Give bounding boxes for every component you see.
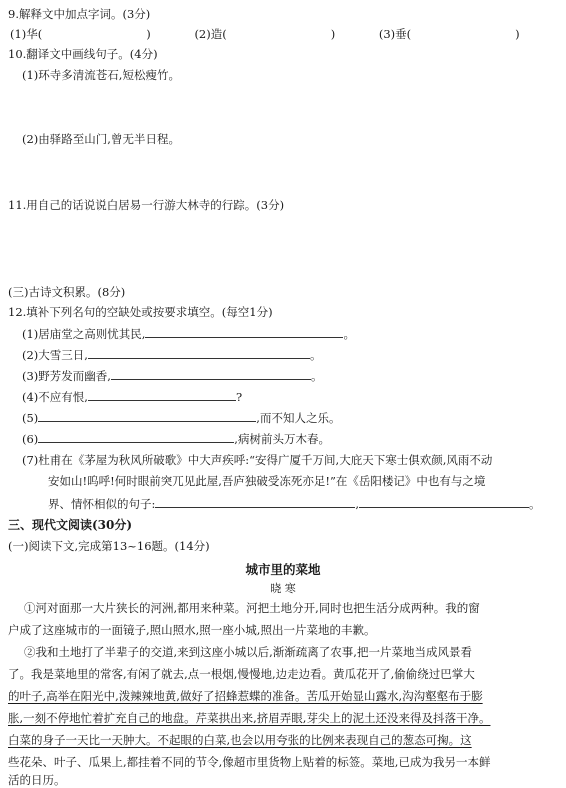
q12-item-3: (3)野芳发而幽香, 。 xyxy=(22,369,323,383)
paragraph-2-line-1: ②我和土地打了半辈子的交道,来到这座小城以后,渐渐疏离了农事,把一片菜地当成风景看 xyxy=(24,645,472,659)
section3-title: 三、现代文阅读(30分) xyxy=(8,518,133,532)
q9-title: 9.解释文中加点字词。(3分) xyxy=(8,7,151,21)
paragraph-2-line-4: 胀,一刻不停地忙着扩充自己的地盘。芹菜拱出来,挤眉弄眼,芽尖上的泥土还没来得及抖落干净。 xyxy=(8,711,491,725)
paragraph-1-line-2: 户成了这座城市的一面镜子,照山照水,照一座小城,照出一片菜地的丰歉。 xyxy=(8,623,376,637)
q12-item-1: (1)居庙堂之高则忧其民, 。 xyxy=(22,327,355,341)
article-title: 城市里的菜地 xyxy=(245,562,321,577)
q10-sentence-2: (2)由驿路至山门,曾无半日程。 xyxy=(22,132,180,146)
answer-blank[interactable] xyxy=(359,495,529,508)
answer-blank[interactable] xyxy=(145,325,343,338)
paragraph-2-line-6: 些花朵、叶子、瓜果上,都挂着不同的节令,像超市里货物上贴着的标签。菜地,已成为我另一本鲜 xyxy=(8,755,491,769)
q11-title: 11.用自己的话说说白居易一行游大林寺的行踪。(3分) xyxy=(8,198,285,212)
q12-item-4: (4)不应有恨, ? xyxy=(22,390,243,404)
q12-title: 12.填补下列名句的空缺处或按要求填空。(每空1分) xyxy=(8,305,273,319)
q10-title: 10.翻译文中画线句子。(4分) xyxy=(8,47,158,61)
answer-blank[interactable] xyxy=(155,495,355,508)
answer-blank[interactable] xyxy=(88,388,236,401)
answer-blank[interactable] xyxy=(38,430,234,443)
q9-item-3: (3)垂( xyxy=(378,27,412,41)
section3-subtitle: (一)阅读下文,完成第13~16题。(14分) xyxy=(8,539,210,553)
q12-item-6: (6) ,病树前头万木春。 xyxy=(22,432,330,446)
article-author: 晓 寒 xyxy=(270,582,296,595)
part3-title: (三)古诗文积累。(8分) xyxy=(8,285,126,299)
q12-item-2: (2)大雪三日, 。 xyxy=(22,348,322,362)
answer-blank[interactable] xyxy=(38,409,256,422)
paragraph-1-line-1: ①河对面那一大片狭长的河洲,都用来种菜。河把土地分开,同时也把生活分成两种。我的窗 xyxy=(24,601,480,615)
q12-item-7-line-2: 安如山!呜呼!何时眼前突兀见此屋,吾庐独破受冻死亦足!”在《岳阳楼记》中也有与之境 xyxy=(48,474,486,488)
q9-items: (1)华( ) (2)造( ) (3)垂( ) xyxy=(10,27,520,41)
q10-sentence-1: (1)环寺多清流苍石,短松瘦竹。 xyxy=(22,68,180,82)
paragraph-2-line-7: 活的日历。 xyxy=(8,773,66,787)
paragraph-2-line-2: 了。我是菜地里的常客,有闲了就去,点一根烟,慢慢地,边走边看。黄瓜花开了,偷偷绕过巴掌大 xyxy=(8,667,475,681)
paragraph-2-line-5: 白菜的身子一天比一天肿大。不起眼的白菜,也会以用夸张的比例来表现自己的葱态可掬。这 xyxy=(8,733,472,747)
paragraph-2-line-3: 的叶子,高举在阳光中,泼辣辣地黄,做好了招蜂惹蝶的准备。苦瓜开始显山露水,沟沟壑壑布于膨 xyxy=(8,689,483,703)
q9-item-2: (2)造( xyxy=(194,27,227,41)
q12-item-7-line-1: (7)杜甫在《茅屋为秋风所破歌》中大声疾呼:“安得广厦千万间,大庇天下寒士俱欢颜,风雨不动 xyxy=(22,453,493,467)
answer-blank[interactable] xyxy=(88,346,310,359)
answer-blank[interactable] xyxy=(111,367,311,380)
q9-item-1: (1)华( xyxy=(10,27,43,41)
q12-item-5: (5) ,而不知人之乐。 xyxy=(22,411,341,425)
q12-item-7-line-3: 界、情怀相似的句子: , 。 xyxy=(48,497,541,511)
